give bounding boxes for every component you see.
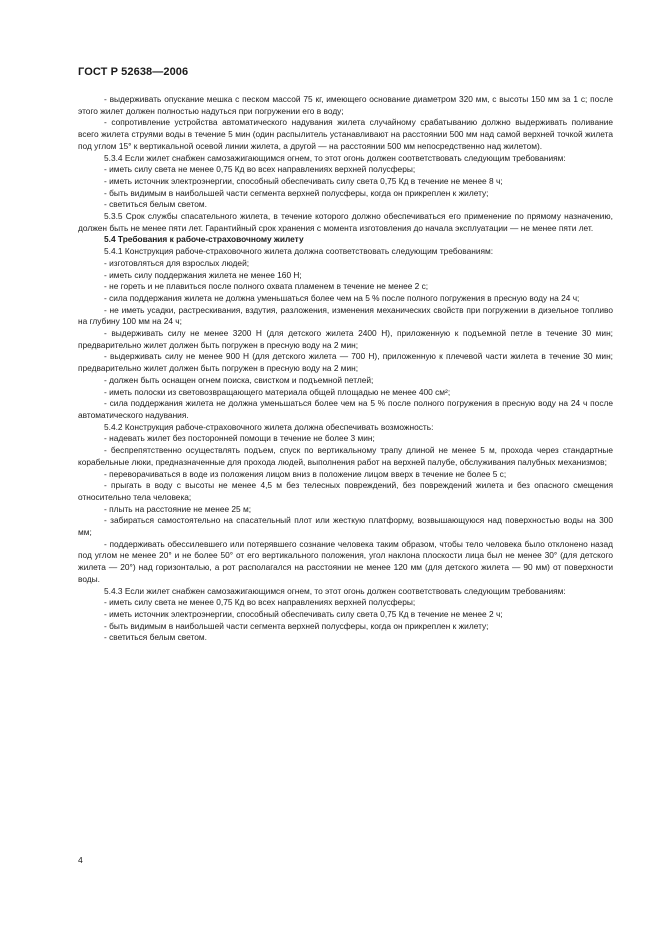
paragraph: - не гореть и не плавиться после полного охвата пламенем в течение не менее 2 с;: [104, 281, 429, 292]
paragraph: - переворачиваться в воде из положения лицом вниз в положение лицом вверх в течение не более 5 с;: [104, 468, 507, 479]
paragraph: - выдерживать силу не менее 900 Н (для детского жилета — 700 Н), приложенную к плечевой части жилета в течение 30 мин; предварительно жилет должен быть погружен в пресную воду на 2 мин;: [78, 351, 613, 374]
paragraph: - выдерживать силу не менее 3200 Н (для детского жилета 2400 Н), приложенную к подъемной петле в течение 30 мин; предварительно жилет должен быть погружен в пресную воду на 2 мин;: [78, 328, 613, 350]
paragraph: - иметь силу света не менее 0,75 Кд во всех направлениях верхней полусферы;: [104, 597, 416, 608]
paragraph: - светиться белым светом.: [104, 632, 207, 643]
paragraph: - светиться белым светом.: [104, 199, 207, 210]
paragraph: 5.4.1 Конструкция рабоче-страховочного жилета должна соответствовать следующим требованиям:: [104, 246, 494, 257]
paragraph: - сопротивление устройства автоматического надувания жилета случайному срабатыванию должно выдерживать поливание всего жилета струями воды в течение 5 мин (один распылитель устанавливают на расстоянии 500 мм над самой верхней точкой жилета под углом 15° к вертикальной осевой линии жилета, а другой — на расстоянии 500 мм непосредственно над жилетом).: [78, 117, 613, 151]
paragraph: - выдерживать опускание мешка с песком массой 75 кг, имеющего основание диаметром 320 мм, с высоты 150 мм за 1 с; после этого жилет должен полностью надуться при погружении его в воду;: [78, 94, 613, 116]
paragraph: - надевать жилет без посторонней помощи в течение не более 3 мин;: [104, 433, 375, 444]
document-header: ГОСТ Р 52638—2006: [78, 66, 189, 78]
paragraph: - изготовляться для взрослых людей;: [104, 257, 250, 268]
paragraph: - не иметь усадки, растрескивания, вздутия, разложения, изменения механических свойств при погружении в дизельное топливо на глубину 100 мм на 24 ч;: [78, 304, 613, 327]
document-body: [78, 94, 613, 644]
paragraph: - иметь источник электроэнергии, способный обеспечивать силу света 0,75 Кд в течение не менее 2 ч;: [104, 608, 503, 619]
paragraph: - поддерживать обессилевшего или потерявшего сознание человека таким образом, чтобы тело человека было отклонено назад под углом не менее 20° и не более 50° от его вертикального положения, угол наклона плоскости лица был не менее 30° (для детского жилета — 20°) над горизонталью, а рот располагался на расстоянии не менее 120 мм (для детского жилета — 90 мм) от поверхности воды.: [78, 538, 613, 584]
paragraph: - быть видимым в наибольшей части сегмента верхней полусферы, когда он прикреплен к жилету;: [104, 620, 489, 631]
section-heading: 5.4 Требования к рабоче-страховочному жилету: [104, 234, 304, 245]
paragraph: - беспрепятственно осуществлять подъем, спуск по вертикальному трапу длиной не менее 5 м, прохода через стандартные корабельные люки, предназначенные для прохода людей, выполнения работ на верхней палубе, обслуживания палубных механизмов;: [78, 445, 613, 467]
paragraph: - быть видимым в наибольшей части сегмента верхней полусферы, когда он прикреплен к жилету;: [104, 187, 489, 198]
paragraph: 5.3.5 Срок службы спасательного жилета, в течение которого должно обеспечиваться его применение по прямому назначению, должен быть не менее пяти лет. Гарантийный срок хранения с момента изготовления до начала эксплуатации — не менее пяти лет.: [78, 211, 613, 233]
paragraph: - иметь силу поддержания жилета не менее 160 Н;: [104, 269, 302, 280]
paragraph: 5.4.2 Конструкция рабоче-страховочного жилета должна обеспечивать возможность:: [104, 421, 434, 432]
paragraph: - должен быть оснащен огнем поиска, свистком и подъемной петлей;: [104, 374, 374, 385]
paragraph: 5.4.3 Если жилет снабжен самозажигающимся огнем, то этот огонь должен соответствовать следующим требованиям:: [104, 585, 566, 596]
paragraph: - сила поддержания жилета не должна уменьшаться более чем на 5 % после полного погружения в пресную воду на 24 ч после автоматического надувания.: [78, 398, 613, 420]
paragraph: 5.3.4 Если жилет снабжен самозажигающимся огнем, то этот огонь должен соответствовать следующим требованиям:: [104, 152, 566, 163]
paragraph: - прыгать в воду с высоты не менее 4,5 м без телесных повреждений, без повреждений жилета и без опасного смещения относительно тела человека;: [78, 480, 613, 502]
paragraph: - иметь источник электроэнергии, способный обеспечивать силу света 0,75 Кд в течение не менее 8 ч;: [104, 175, 503, 186]
paragraph: - сила поддержания жилета не должна уменьшаться более чем на 5 % после полного погружения в пресную воду на 24 ч;: [104, 292, 580, 303]
paragraph: - забираться самостоятельно на спасательный плот или жесткую платформу, возвышающуюся над поверхностью воды на 300 мм;: [78, 515, 613, 538]
paragraph: - плыть на расстояние не менее 25 м;: [104, 503, 252, 514]
paragraph: - иметь силу света не менее 0,75 Кд во всех направлениях верхней полусферы;: [104, 164, 416, 175]
page-number: 4: [78, 855, 83, 865]
paragraph: - иметь полоски из световозвращающего материала общей площадью не менее 400 см²;: [104, 386, 451, 397]
